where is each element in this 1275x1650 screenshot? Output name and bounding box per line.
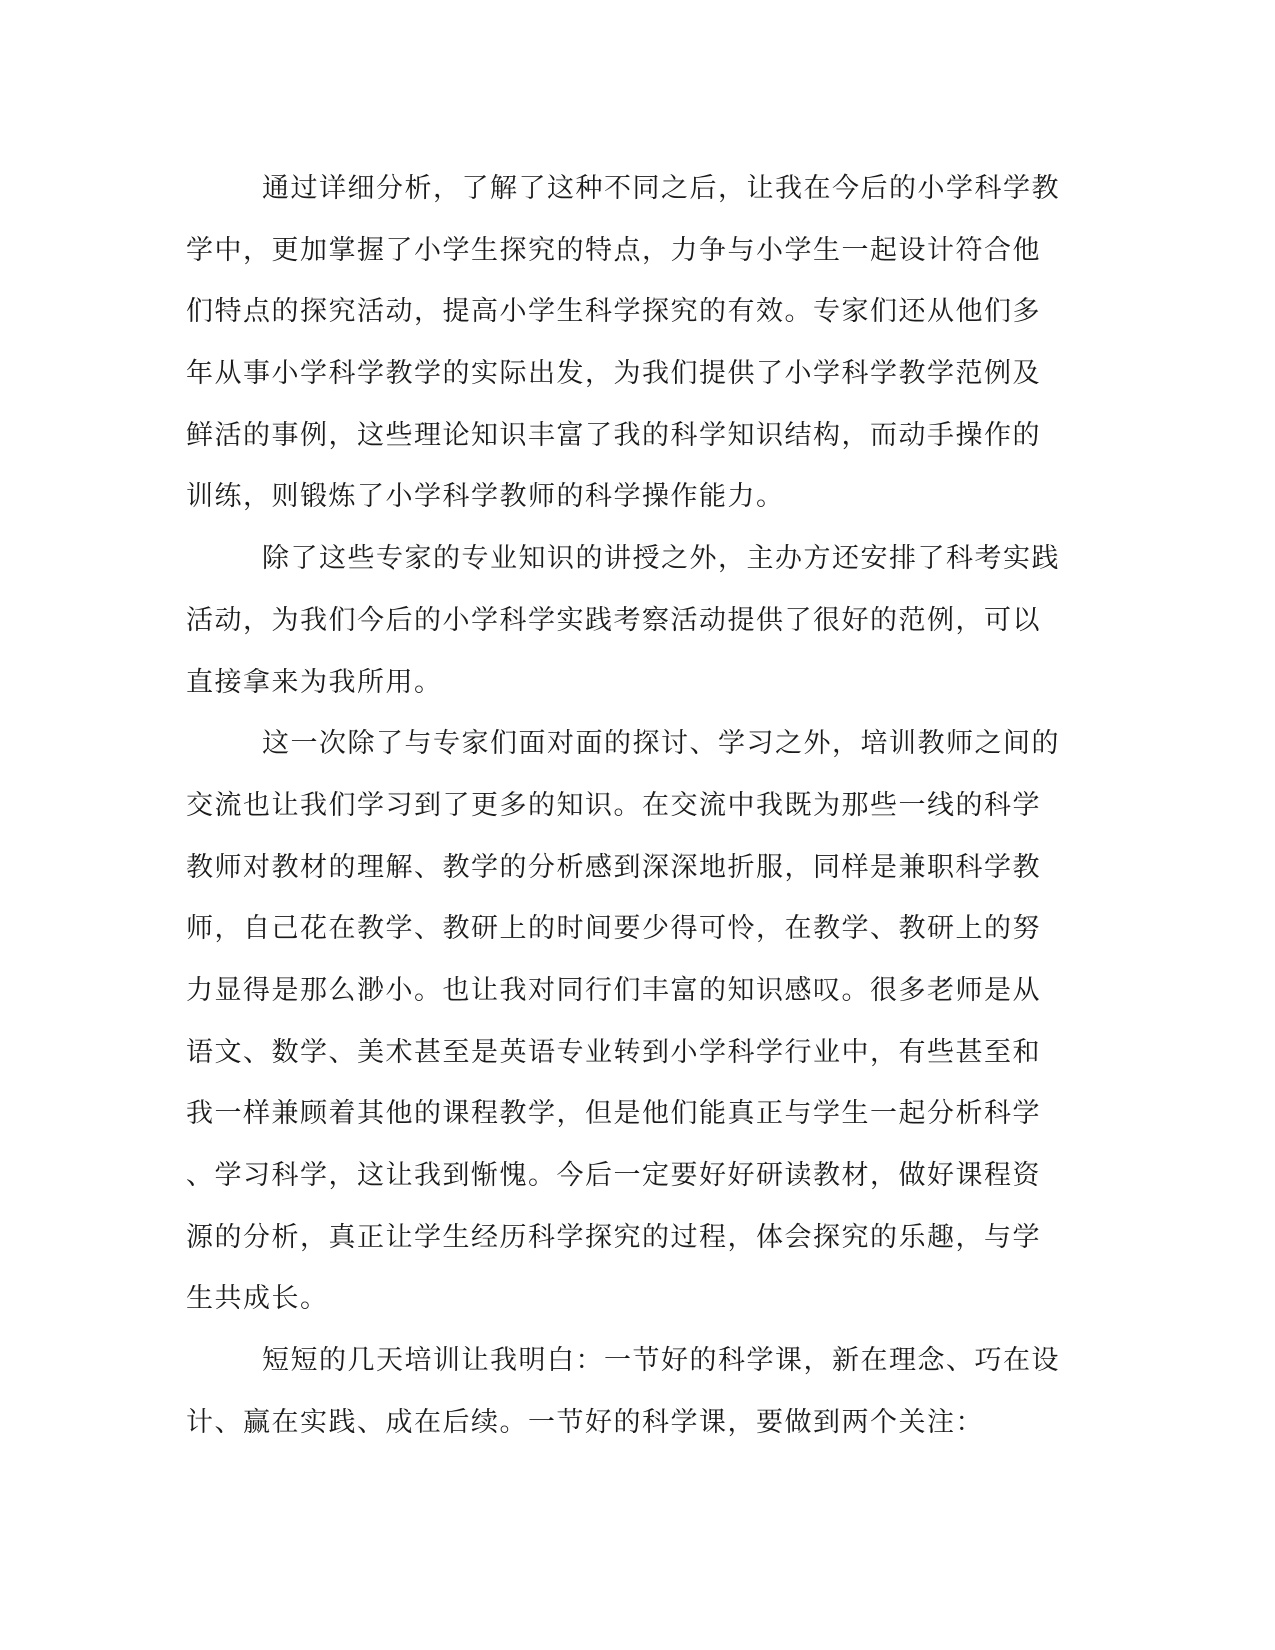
paragraph-2-line-1: 除了这些专家的专业知识的讲授之外，主办方还安排了科考实践: [262, 543, 1060, 575]
paragraph-1-line-2: 学中，更加掌握了小学生探究的特点，力争与小学生一起设计符合他: [186, 234, 1041, 266]
paragraph-1-line-6: 训练，则锻炼了小学科学教师的科学操作能力。: [186, 481, 785, 513]
paragraph-3-line-5: 力显得是那么渺小。也让我对同行们丰富的知识感叹。很多老师是从: [186, 974, 1041, 1006]
document-body: [186, 158, 1066, 1453]
paragraph-3-line-3: 教师对教材的理解、教学的分析感到深深地折服，同样是兼职科学教: [186, 851, 1041, 883]
paragraph-3-line-10: 生共成长。: [186, 1283, 329, 1315]
paragraph-3-line-9: 源的分析，真正让学生经历科学探究的过程，体会探究的乐趣，与学: [186, 1221, 1041, 1253]
paragraph-3-line-1: 这一次除了与专家们面对面的探讨、学习之外，培训教师之间的: [262, 728, 1060, 760]
paragraph-1-line-5: 鲜活的事例，这些理论知识丰富了我的科学知识结构，而动手操作的: [186, 419, 1041, 451]
paragraph-1-line-1: 通过详细分析，了解了这种不同之后，让我在今后的小学科学教: [262, 173, 1060, 204]
paragraph-3-line-6: 语文、数学、美术甚至是英语专业转到小学科学行业中，有些甚至和: [186, 1036, 1041, 1068]
paragraph-1-line-3: 们特点的探究活动，提高小学生科学探究的有效。专家们还从他们多: [186, 296, 1041, 328]
paragraph-3-line-2: 交流也让我们学习到了更多的知识。在交流中我既为那些一线的科学: [186, 789, 1041, 821]
paragraph-2-line-2: 活动，为我们今后的小学科学实践考察活动提供了很好的范例，可以: [186, 604, 1041, 636]
paragraph-3-line-8: 、学习科学，这让我到惭愧。今后一定要好好研读教材，做好课程资: [186, 1160, 1041, 1191]
paragraph-4-line-2: 计、赢在实践、成在后续。一节好的科学课，要做到两个关注：: [186, 1406, 984, 1438]
paragraph-4-line-1: 短短的几天培训让我明白：一节好的科学课，新在理念、巧在设: [262, 1345, 1060, 1377]
paragraph-3-line-7: 我一样兼顾着其他的课程教学，但是他们能真正与学生一起分析科学: [186, 1098, 1041, 1130]
paragraph-1-line-4: 年从事小学科学教学的实际出发，为我们提供了小学科学教学范例及: [186, 358, 1041, 390]
paragraph-2-line-3: 直接拿来为我所用。: [186, 666, 443, 698]
paragraph-3-line-4: 师，自己花在教学、教研上的时间要少得可怜，在教学、教研上的努: [186, 913, 1041, 945]
